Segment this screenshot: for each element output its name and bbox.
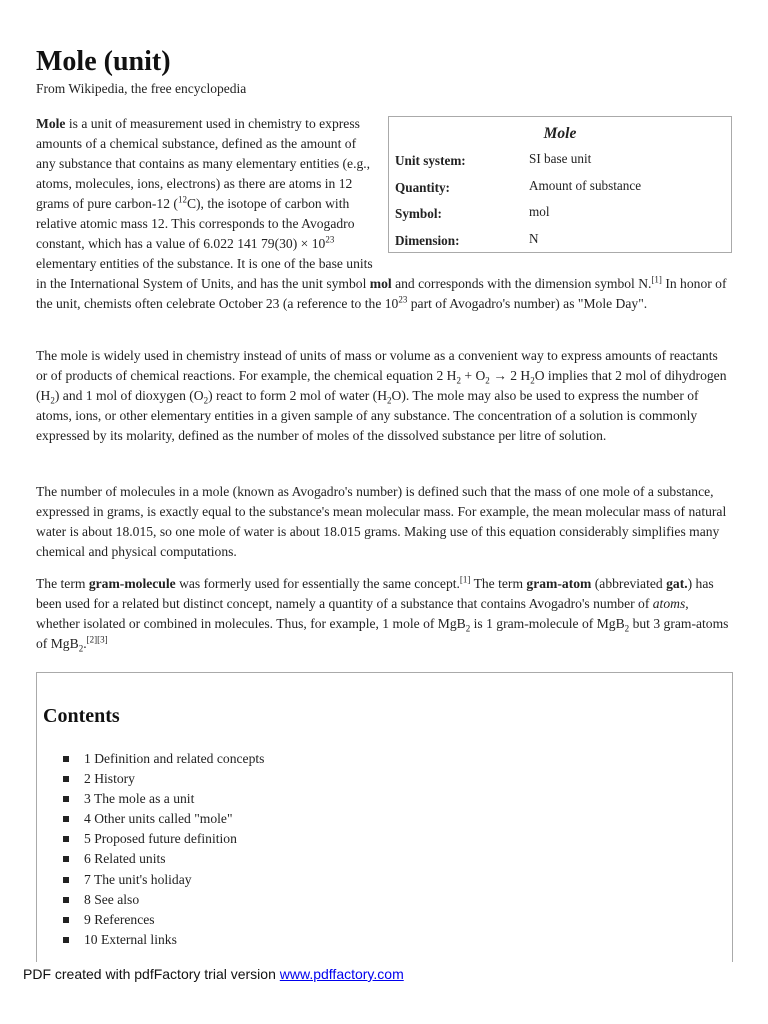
paragraph-avogadro: The number of molecules in a mole (known as Avogadro's number) is defined such that the mass of one mole of a substance, expressed in grams, is exactly equal to the substance's mean molecular mass. For example, the mean molecular mass of natural water is about 18.015, so one mole of water is about 18.015 grams. Making use of this equation considerably simplifies many chemical and physical computations. xyxy=(36,484,727,559)
contents-item[interactable]: 10 External links xyxy=(63,930,264,950)
infobox-row-dimension xyxy=(395,229,725,256)
table-of-contents xyxy=(36,672,733,962)
infobox-value: Amount of substance xyxy=(529,177,642,193)
contents-item[interactable]: 5 Proposed future definition xyxy=(63,829,264,849)
page-title: Mole (unit) xyxy=(36,46,171,77)
bullet-icon xyxy=(63,816,69,822)
bullet-icon xyxy=(63,796,69,802)
bullet-icon xyxy=(63,756,69,762)
bullet-icon xyxy=(63,776,69,782)
infobox-label: Unit system: xyxy=(395,153,466,168)
infobox-value: N xyxy=(529,230,539,246)
bullet-icon xyxy=(63,856,69,862)
contents-item[interactable]: 2 History xyxy=(63,769,264,789)
bold-symbol: mol xyxy=(369,276,392,291)
bullet-icon xyxy=(63,917,69,923)
infobox-label: Quantity: xyxy=(395,179,450,195)
infobox xyxy=(388,116,732,253)
paragraph-usage: The mole is widely used in chemistry instead of units of mass or volume as a convenient way to express amounts of reactants or of products of chemical reactions. For example, the chemical equation 2 $H_2 + O_2 \to 2$ $H_2O$ implies that 2 mol of dihydrogen $(H_2)$ and 1 mol of dioxygen $(O_2)$ react to form 2 mol of water $(H_2O)$. The mole may also be used to express the number of atoms, ions, or other elementary entities in a given sample of any substance. The concentration of a solution is commonly expressed by its molarity, defined as the number of moles of the dissolved substance per litre of solution. xyxy=(36,348,727,443)
contents-item[interactable]: 4 Other units called "mole" xyxy=(63,809,264,829)
pdf-footer: PDF created with pdfFactory trial version www.pdffactory.com xyxy=(23,966,404,982)
intro-paragraph: Mole is a unit of measurement used in chemistry to express amounts of a chemical substance, defined as the amount of any substance that contains as many elementary entities (e.g., atoms, molecules, ions, electrons) as there are atoms in 12 grams of pure carbon-12 ($^{12}$C), the isotope of carbon with relative atomic mass 12. This corresponds to the Avogadro constant, which has a value of 6.022 141 $79(30) \times 10^{23}$ elementary entities of the substance. It is one of the base units in the International System of Units, and has the unit symbol mol and corresponds with the dimension symbol N.[1] In honor of the unit, chemists often celebrate October 23 (a reference to the $10^{23}$ part of Avogadro's number) as "Mole Day". xyxy=(36,116,727,311)
bullet-icon xyxy=(63,937,69,943)
infobox-value: mol xyxy=(529,204,550,219)
contents-title: Contents xyxy=(43,705,120,727)
tagline: From Wikipedia, the free encyclopedia xyxy=(36,81,247,96)
bullet-icon xyxy=(63,877,69,883)
intro-section xyxy=(36,114,732,314)
infobox-label: Symbol: xyxy=(395,206,442,221)
paragraph-gram-molecule: The term gram-molecule was formerly used for essentially the same concept.[1] The term gram-atom (abbreviated gat.) has been used for a related but distinct concept, namely a quantity of a substance that contains Avogadro's number of atoms, whether isolated or combined in molecules. Thus, for example, 1 mole of MgB$_2$ is 1 gram-molecule of MgB$_2$ but 3 gram-atoms of MgB$_2$.[2][3] xyxy=(36,574,729,654)
reference-link[interactable]: [2][3] xyxy=(86,634,108,645)
infobox-row-unit-system xyxy=(395,149,725,176)
infobox-row-quantity xyxy=(395,176,725,203)
contents-item[interactable]: 7 The unit's holiday xyxy=(63,870,264,890)
bullet-icon xyxy=(63,836,69,842)
contents-item[interactable]: 3 The mole as a unit xyxy=(63,789,264,809)
infobox-row-symbol xyxy=(395,202,725,229)
contents-item[interactable]: 6 Related units xyxy=(63,849,264,869)
pdffactory-link[interactable]: www.pdffactory.com xyxy=(279,966,404,982)
bold-term: Mole xyxy=(36,116,66,131)
infobox-title: Mole xyxy=(543,125,577,142)
infobox-value: SI base unit xyxy=(529,151,592,166)
infobox-label: Dimension: xyxy=(395,232,460,248)
reference-link[interactable]: [1] xyxy=(651,274,662,285)
bullet-icon xyxy=(63,897,69,903)
contents-list xyxy=(63,749,264,950)
contents-item[interactable]: 9 References xyxy=(63,910,264,930)
contents-item[interactable]: 8 See also xyxy=(63,890,264,910)
reference-link[interactable]: [1] xyxy=(459,574,471,585)
contents-item[interactable]: 1 Definition and related concepts xyxy=(63,749,264,769)
